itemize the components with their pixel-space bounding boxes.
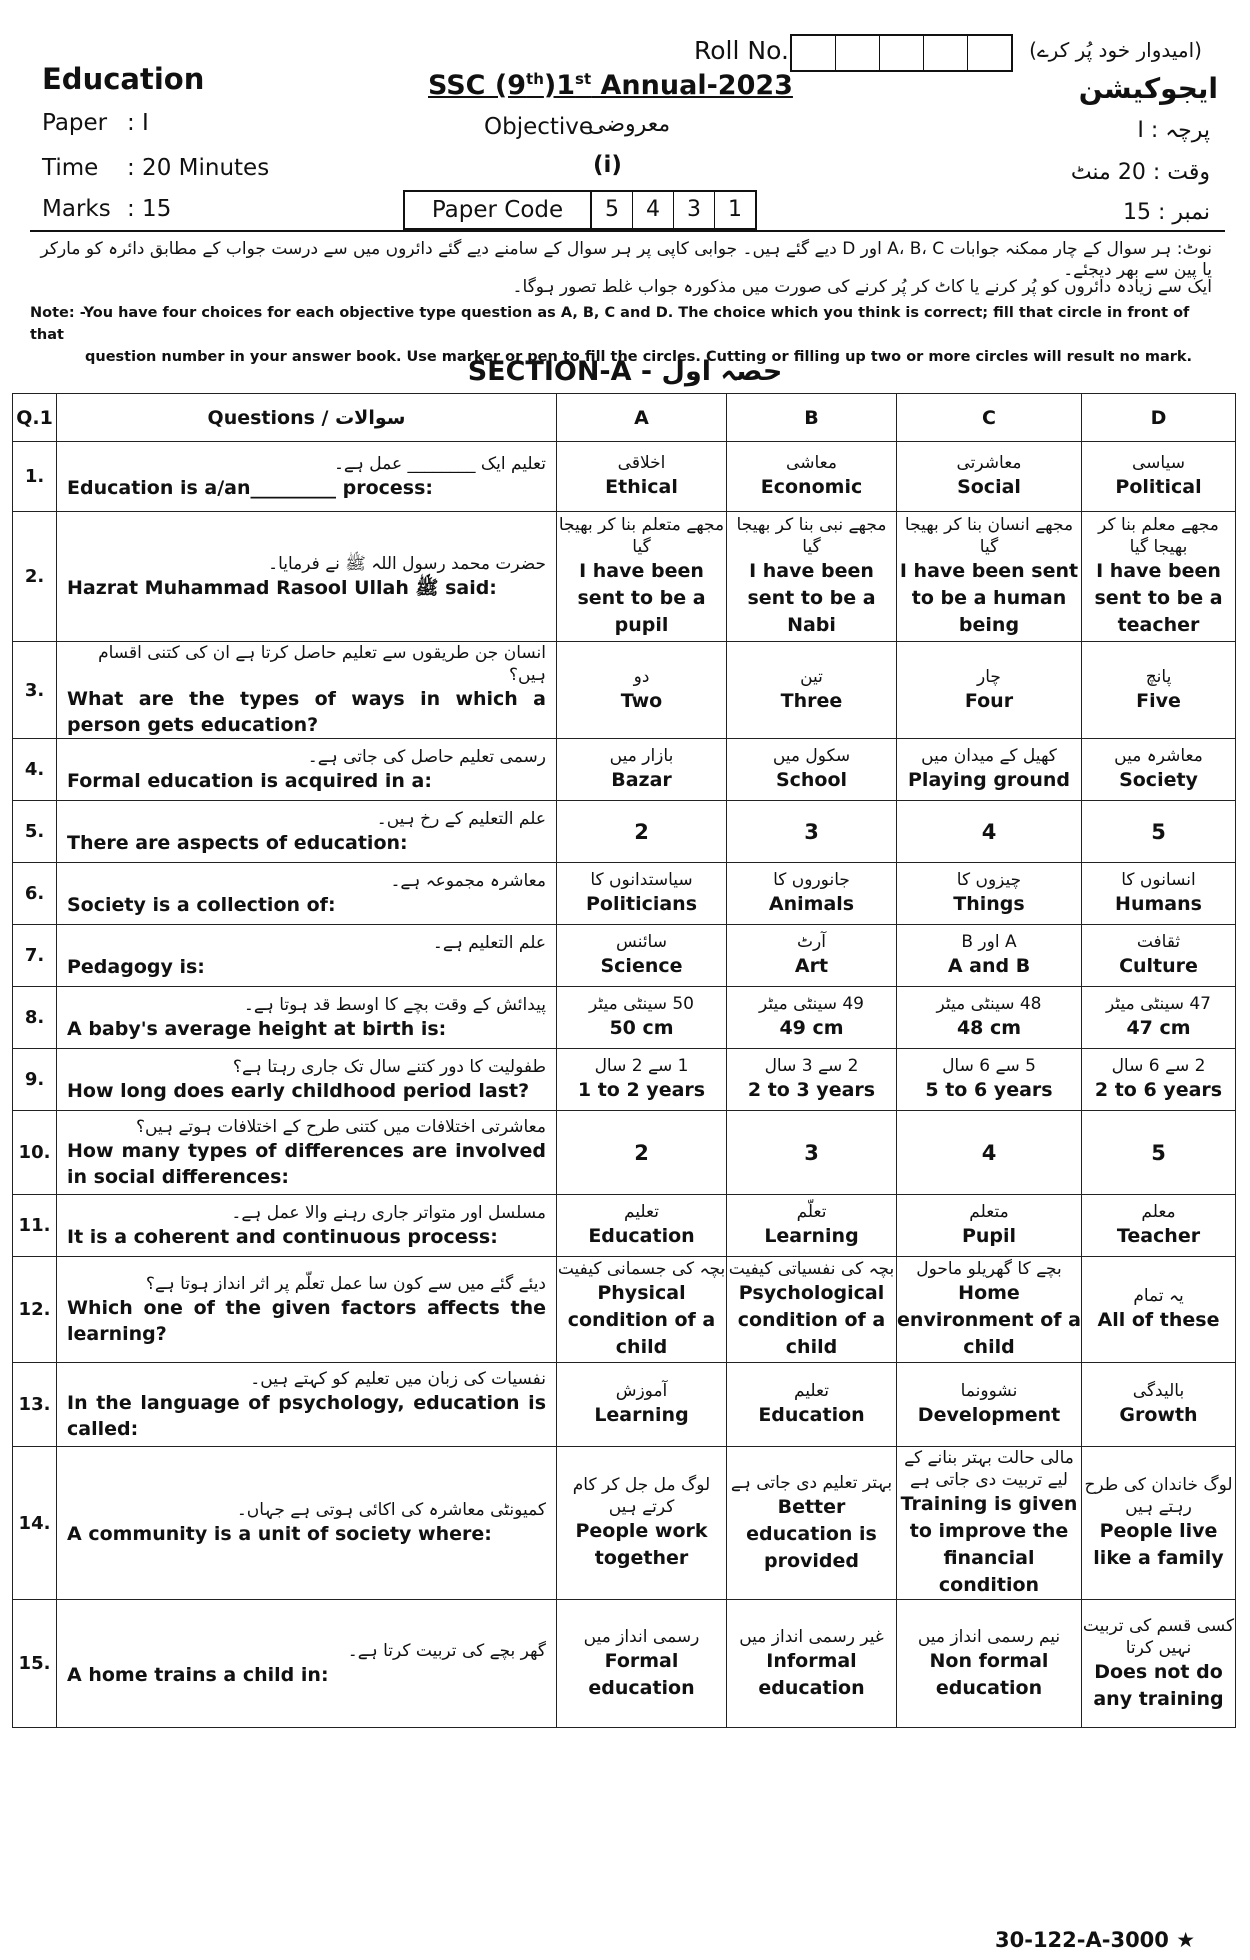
option-english: 5 — [1151, 1140, 1166, 1165]
col-header-b: B — [727, 394, 897, 442]
option-english: Three — [780, 689, 843, 712]
option-english: Playing ground — [908, 769, 1070, 791]
option-urdu: 50 سینٹی میٹر — [589, 994, 694, 1014]
option-urdu: 5 سے 6 سال — [942, 1056, 1036, 1076]
option-b[interactable] — [727, 1363, 897, 1447]
question-english: In the language of psychology, education is called: — [67, 1391, 546, 1440]
option-a[interactable] — [557, 442, 727, 512]
option-urdu: نیم رسمی انداز میں — [917, 1626, 1061, 1647]
time-label: Time — [42, 155, 99, 181]
option-english: Pupil — [961, 1225, 1017, 1247]
option-english: People live like a family — [1093, 1520, 1224, 1569]
option-b[interactable] — [727, 1600, 897, 1728]
option-b[interactable] — [727, 801, 897, 863]
option-urdu: مجھے نبی بنا کر بھیجا گیا — [736, 515, 887, 557]
option-urdu: 2 سے 3 سال — [764, 1056, 859, 1076]
option-d[interactable] — [1082, 1363, 1236, 1447]
time-value: : 20 Minutes — [127, 155, 270, 181]
option-c[interactable] — [897, 1447, 1082, 1600]
option-d[interactable] — [1082, 925, 1236, 987]
option-urdu: چار — [977, 666, 1001, 687]
question-cell — [57, 1363, 557, 1447]
option-c[interactable] — [897, 512, 1082, 642]
option-english: Better education is provided — [746, 1495, 877, 1572]
question-row — [13, 1111, 1236, 1195]
roll-box[interactable] — [792, 36, 835, 70]
question-row — [13, 642, 1236, 739]
option-urdu: پانچ — [1145, 666, 1172, 687]
option-english: I have been sent to be a pupil — [577, 560, 706, 636]
option-urdu: تین — [800, 666, 823, 687]
option-urdu: معاشرتی — [956, 453, 1022, 473]
question-urdu: حضرت محمد رسول اللہ ﷺ نے فرمایا۔ — [268, 553, 546, 574]
question-english: Which one of the given factors affects the learning? — [67, 1296, 546, 1345]
option-english: Education — [588, 1225, 695, 1247]
option-a[interactable] — [557, 512, 727, 642]
question-cell — [57, 642, 557, 739]
option-english: Economic — [760, 476, 863, 498]
option-urdu: بچے کا گھریلو ماحول — [916, 1259, 1062, 1279]
paper-code-label: Paper Code — [405, 192, 592, 228]
question-row — [13, 801, 1236, 863]
question-number: 8. — [13, 987, 57, 1049]
questions-table — [12, 393, 1236, 1728]
roll-box[interactable] — [835, 36, 879, 70]
question-urdu: کمیونٹی معاشرہ کی اکائی ہوتی ہے جہاں۔ — [236, 1500, 546, 1520]
option-english: A and B — [947, 955, 1031, 977]
option-english: 2 to 3 years — [747, 1079, 876, 1101]
option-a[interactable] — [557, 1447, 727, 1600]
option-english: Informal education — [758, 1649, 865, 1699]
option-b[interactable] — [727, 987, 897, 1049]
option-c[interactable] — [897, 801, 1082, 863]
question-cell — [57, 863, 557, 925]
question-english: There are aspects of education: — [67, 831, 408, 854]
question-row — [13, 1600, 1236, 1728]
option-english: Home environment of a child — [897, 1282, 1081, 1358]
option-urdu: جانوروں کا — [773, 870, 850, 890]
option-a[interactable] — [557, 1600, 727, 1728]
option-d[interactable] — [1082, 1257, 1236, 1363]
option-urdu: تعلّم — [796, 1202, 827, 1222]
option-english: Physical condition of a child — [567, 1282, 716, 1358]
question-english: It is a coherent and continuous process: — [67, 1225, 498, 1248]
paper-code-digit: 3 — [674, 192, 715, 228]
option-a[interactable] — [557, 1257, 727, 1363]
col-header-q1: Q.1 — [13, 394, 57, 442]
option-urdu: متعلم — [969, 1202, 1009, 1222]
question-number: 4. — [13, 739, 57, 801]
option-english: People work together — [575, 1520, 708, 1569]
question-cell — [57, 801, 557, 863]
option-english: Does not do any training — [1093, 1660, 1224, 1710]
option-english: 3 — [804, 1140, 819, 1165]
question-row — [13, 987, 1236, 1049]
option-english: Five — [1136, 689, 1181, 712]
question-number: 5. — [13, 801, 57, 863]
question-row — [13, 863, 1236, 925]
question-number: 14. — [13, 1447, 57, 1600]
question-number: 10. — [13, 1111, 57, 1195]
option-d[interactable] — [1082, 1600, 1236, 1728]
option-urdu: ثقافت — [1136, 932, 1181, 952]
option-d[interactable] — [1082, 863, 1236, 925]
option-a[interactable] — [557, 925, 727, 987]
option-urdu: دو — [633, 666, 650, 687]
option-a[interactable] — [557, 987, 727, 1049]
question-english: Formal education is acquired in a: — [67, 769, 432, 792]
option-english: 49 cm — [779, 1017, 844, 1039]
roll-box[interactable] — [923, 36, 967, 70]
subject-title: Education — [42, 62, 205, 96]
paper-code-digit: 5 — [592, 192, 633, 228]
option-english: I have been sent to be a Nabi — [747, 560, 876, 636]
option-english: I have been sent to be a teacher — [1094, 560, 1223, 636]
option-english: Psychological condition of a child — [737, 1282, 886, 1358]
question-english: What are the types of ways in which a person gets education? — [67, 688, 546, 736]
option-d[interactable] — [1082, 801, 1236, 863]
question-row — [13, 925, 1236, 987]
col-header-d: D — [1082, 394, 1236, 442]
option-a[interactable] — [557, 739, 727, 801]
question-urdu: رسمی تعلیم حاصل کی جاتی ہے۔ — [307, 746, 546, 767]
marks-row — [42, 196, 171, 222]
question-urdu: تعلیم ایک ________ عمل ہے۔ — [333, 453, 546, 474]
option-english: 1 to 2 years — [577, 1079, 706, 1101]
option-urdu: آرٹ — [797, 932, 826, 952]
paper-code-box — [403, 190, 757, 230]
option-d[interactable] — [1082, 1111, 1236, 1195]
roll-number-boxes[interactable] — [790, 34, 1013, 72]
option-english: Politicians — [585, 893, 698, 915]
option-c[interactable] — [897, 1257, 1082, 1363]
question-number: 12. — [13, 1257, 57, 1363]
option-english: Teacher — [1116, 1225, 1201, 1247]
note-urdu-2: ایک سے زیادہ دائروں کو پُر کرنے یا کاٹ کر پُر کرنے کی صورت میں مذکورہ جواب غلط تصور ہوگا۔ — [512, 277, 1212, 297]
option-urdu: لوگ مل جل کر کام کرتے ہیں — [572, 1475, 711, 1517]
option-d[interactable] — [1082, 1447, 1236, 1600]
question-cell — [57, 1111, 557, 1195]
option-b[interactable] — [727, 739, 897, 801]
option-urdu: بچہ کی نفسیاتی کیفیت — [728, 1259, 895, 1279]
question-number: 2. — [13, 512, 57, 642]
question-urdu: انسان جن طریقوں سے تعلیم حاصل کرتا ہے ان کی کتنی اقسام ہیں؟ — [98, 643, 546, 685]
option-english: Two — [620, 689, 663, 712]
question-cell — [57, 925, 557, 987]
question-urdu: معاشرہ مجموعہ ہے۔ — [390, 870, 546, 891]
subject-title-urdu: ایجوکیشن — [1078, 72, 1218, 105]
option-b[interactable] — [727, 925, 897, 987]
header-divider — [30, 230, 1225, 232]
question-cell — [57, 1195, 557, 1257]
question-urdu: علم التعلیم ہے۔ — [432, 932, 546, 953]
option-english: Learning — [764, 1225, 859, 1247]
option-english: Development — [917, 1404, 1061, 1426]
option-urdu: 48 سینٹی میٹر — [936, 994, 1042, 1014]
option-c[interactable] — [897, 1049, 1082, 1111]
option-c[interactable] — [897, 1195, 1082, 1257]
option-urdu: 2 سے 6 سال — [1111, 1056, 1206, 1076]
paper-label: Paper — [42, 110, 108, 136]
marks-value: : 15 — [127, 196, 172, 222]
paper-code-digit: 1 — [728, 197, 742, 222]
option-b[interactable] — [727, 1257, 897, 1363]
col-header-a: A — [557, 394, 727, 442]
roll-number-label: Roll No. — [694, 36, 789, 65]
option-b[interactable] — [727, 1111, 897, 1195]
option-english: 50 cm — [609, 1017, 674, 1039]
option-urdu: سائنس — [616, 932, 667, 952]
option-d[interactable] — [1082, 987, 1236, 1049]
question-number: 9. — [13, 1049, 57, 1111]
option-urdu: سکول میں — [772, 746, 851, 766]
option-english: Formal education — [588, 1649, 695, 1699]
section-title: SECTION-A - حصہ اول — [467, 356, 783, 387]
question-cell — [57, 512, 557, 642]
option-urdu: A اور B — [961, 932, 1017, 952]
option-english: Ethical — [605, 476, 678, 498]
option-d[interactable] — [1082, 512, 1236, 642]
option-urdu: معاشرہ میں — [1114, 746, 1203, 766]
question-number: 13. — [13, 1363, 57, 1447]
option-c[interactable] — [897, 642, 1082, 739]
option-english: Animals — [768, 893, 855, 915]
question-number: 1. — [13, 442, 57, 512]
question-number: 11. — [13, 1195, 57, 1257]
option-english: I have been sent to be a human being — [899, 560, 1079, 636]
option-a[interactable] — [557, 1363, 727, 1447]
paper-urdu: پرچہ : I — [1137, 118, 1210, 143]
option-a[interactable] — [557, 1195, 727, 1257]
question-row — [13, 512, 1236, 642]
option-urdu: بہتر تعلیم دی جاتی ہے — [730, 1472, 893, 1493]
option-c[interactable] — [897, 987, 1082, 1049]
objective-label: Objective — [484, 114, 594, 140]
option-english: Bazar — [611, 769, 672, 791]
option-english: Non formal education — [929, 1649, 1049, 1699]
option-c[interactable] — [897, 863, 1082, 925]
objective-label-urdu: معروضی — [588, 112, 671, 137]
option-english: 2 — [634, 1140, 649, 1165]
option-b[interactable] — [727, 1049, 897, 1111]
option-urdu: رسمی انداز میں — [583, 1626, 700, 1647]
col-header-c: C — [897, 394, 1082, 442]
roll-box[interactable] — [967, 36, 1011, 70]
option-english: Political — [1115, 476, 1202, 498]
option-b[interactable] — [727, 863, 897, 925]
option-urdu: 1 سے 2 سال — [594, 1056, 689, 1076]
option-a[interactable] — [557, 1111, 727, 1195]
option-b[interactable] — [727, 512, 897, 642]
option-english: 2 — [634, 819, 649, 844]
option-a[interactable] — [557, 801, 727, 863]
option-english: Learning — [594, 1404, 689, 1426]
option-c[interactable] — [897, 925, 1082, 987]
option-english: 5 — [1151, 819, 1166, 844]
paper-code-digit: 4 — [633, 192, 674, 228]
question-urdu: پیدائش کے وقت بچے کا اوسط قد ہوتا ہے۔ — [243, 994, 546, 1015]
question-row — [13, 739, 1236, 801]
option-english: Education — [758, 1404, 865, 1426]
question-cell — [57, 739, 557, 801]
question-english: A community is a unit of society where: — [67, 1523, 492, 1545]
question-english: A baby's average height at birth is: — [67, 1017, 447, 1040]
question-english: How long does early childhood period last? — [67, 1079, 530, 1102]
question-number: 6. — [13, 863, 57, 925]
question-row — [13, 1363, 1236, 1447]
question-english: Society is a collection of: — [67, 893, 336, 916]
option-english: 48 cm — [956, 1017, 1022, 1039]
option-urdu: مالی حالت بہتر بنانے کے لیے تربیت دی جاتی ہے — [904, 1448, 1074, 1490]
question-urdu: معاشرتی اختلافات میں کتنی طرح کے اختلافات ہوتے ہیں؟ — [135, 1116, 546, 1137]
option-english: Training is given to improve the financial condition — [900, 1493, 1078, 1596]
option-urdu: سیاسی — [1132, 453, 1185, 473]
option-english: 47 cm — [1126, 1017, 1191, 1039]
option-urdu: اخلاقی — [617, 453, 666, 473]
option-english: 4 — [981, 819, 997, 844]
question-urdu: گھر بچے کی تربیت کرتا ہے۔ — [347, 1640, 546, 1661]
time-row — [42, 155, 269, 181]
option-english: Things — [953, 893, 1025, 915]
option-c[interactable] — [897, 739, 1082, 801]
question-cell — [57, 987, 557, 1049]
time-urdu: وقت : 20 منٹ — [1070, 160, 1210, 185]
option-urdu: مجھے انسان بنا کر بھیجا گیا — [904, 515, 1074, 557]
option-urdu: معاشی — [786, 453, 837, 473]
question-english: Pedagogy is: — [67, 955, 205, 978]
option-urdu: تعلیم — [793, 1381, 829, 1401]
option-c[interactable] — [897, 442, 1082, 512]
question-urdu: مسلسل اور متواتر جاری رہنے والا عمل ہے۔ — [231, 1202, 546, 1223]
option-english: Humans — [1115, 893, 1202, 915]
marks-urdu: نمبر : 15 — [1122, 200, 1210, 225]
table-header-row — [13, 394, 1236, 442]
option-urdu: بالیدگی — [1132, 1381, 1185, 1401]
option-c[interactable] — [897, 1600, 1082, 1728]
option-english: 5 to 6 years — [925, 1079, 1053, 1101]
question-urdu: طفولیت کا دور کتنے سال تک جاری رہتا ہے؟ — [232, 1056, 546, 1077]
footer-code: 30-122-A-3000 ★ — [995, 1928, 1196, 1952]
question-english: How many types of differences are involved in social differences: — [67, 1139, 546, 1188]
note-english-line-2: question number in your answer book. Use marker or pen to fill the circles. Cutting or filling up two or more circles will result no mark. — [85, 349, 1193, 365]
roll-box[interactable] — [879, 36, 923, 70]
option-a[interactable] — [557, 642, 727, 739]
question-english: Hazrat Muhammad Rasool Ullah ﷺ said: — [67, 576, 497, 599]
paper-value: : I — [127, 110, 149, 136]
question-number: 7. — [13, 925, 57, 987]
note-english-line-1: Note: -You have four choices for each objective type question as A, B, C and D. The choice which you think is correct; fill that circle in front of that — [30, 305, 1190, 343]
option-urdu: تعلیم — [623, 1202, 659, 1222]
option-urdu: کھیل کے میدان میں — [921, 746, 1057, 766]
option-english: Art — [794, 955, 829, 977]
option-a[interactable] — [557, 1049, 727, 1111]
option-b[interactable] — [727, 1195, 897, 1257]
option-b[interactable] — [727, 442, 897, 512]
option-english: 2 to 6 years — [1094, 1079, 1223, 1101]
question-cell — [57, 1600, 557, 1728]
note-urdu-1: نوٹ: ہر سوال کے چار ممکنہ جوابات A، B، C اور D دیے گئے ہیں۔ جوابی کاپی پر ہر سوال کے سامنے دیے گئے دائروں میں سے درست جواب کے مطابق دائرہ کو مارکر یا پین سے بھر دیجئے۔ — [40, 239, 1212, 280]
option-english: Social — [957, 476, 1021, 498]
question-urdu: علم التعلیم کے رخ ہیں۔ — [376, 808, 546, 829]
question-number: 3. — [13, 642, 57, 739]
option-urdu: بچہ کی جسمانی کیفیت — [557, 1259, 726, 1279]
question-cell — [57, 1447, 557, 1600]
question-row — [13, 1447, 1236, 1600]
option-urdu: یہ تمام — [1133, 1286, 1184, 1306]
option-english: Science — [600, 955, 683, 977]
option-d[interactable] — [1082, 442, 1236, 512]
option-urdu: 47 سینٹی میٹر — [1106, 994, 1211, 1014]
option-a[interactable] — [557, 863, 727, 925]
option-english: All of these — [1097, 1309, 1220, 1331]
option-english: Growth — [1119, 1404, 1198, 1426]
question-row — [13, 1195, 1236, 1257]
option-d[interactable] — [1082, 1195, 1236, 1257]
option-b[interactable] — [727, 642, 897, 739]
exam-title: SSC (9th)1st Annual-2023 — [428, 70, 793, 101]
option-d[interactable] — [1082, 739, 1236, 801]
question-english: Education is a/an_________ process: — [67, 476, 434, 499]
paper-number: (i) — [593, 152, 622, 178]
option-english: 3 — [804, 819, 819, 844]
option-urdu: مجھے متعلم بنا کر بھیجا گیا — [558, 515, 725, 557]
roll-urdu-note: (امیدوار خود پُر کرے) — [1029, 38, 1202, 62]
option-urdu: انسانوں کا — [1121, 870, 1196, 890]
question-cell — [57, 442, 557, 512]
paper-row — [42, 110, 149, 136]
option-urdu: غیر رسمی انداز میں — [739, 1626, 884, 1647]
option-urdu: 49 سینٹی میٹر — [759, 994, 864, 1014]
question-cell — [57, 1257, 557, 1363]
question-cell — [57, 1049, 557, 1111]
option-b[interactable] — [727, 1447, 897, 1600]
option-c[interactable] — [897, 1363, 1082, 1447]
marks-label: Marks — [42, 196, 111, 222]
option-c[interactable] — [897, 1111, 1082, 1195]
option-english: Society — [1119, 769, 1198, 791]
question-row — [13, 1257, 1236, 1363]
option-urdu: کسی قسم کی تربیت نہیں کرتا — [1082, 1615, 1235, 1658]
option-urdu: بازار میں — [609, 746, 674, 766]
option-urdu: نشوونما — [960, 1381, 1018, 1401]
option-urdu: سیاستدانوں کا — [590, 870, 693, 890]
option-english: School — [775, 769, 848, 791]
option-d[interactable] — [1082, 642, 1236, 739]
question-english: A home trains a child in: — [67, 1663, 329, 1686]
option-urdu: لوگ خاندان کی طرح رہتے ہیں — [1084, 1475, 1233, 1517]
option-urdu: آموزش — [615, 1381, 668, 1401]
option-d[interactable] — [1082, 1049, 1236, 1111]
question-urdu: نفسیات کی زبان میں تعلیم کو کہتے ہیں۔ — [250, 1368, 546, 1389]
question-number: 15. — [13, 1600, 57, 1728]
option-english: 4 — [981, 1140, 997, 1165]
option-urdu: معلم — [1141, 1202, 1176, 1222]
question-row — [13, 1049, 1236, 1111]
col-header-questions: Questions / سوالات — [57, 394, 557, 442]
question-row — [13, 442, 1236, 512]
option-urdu: چیزوں کا — [956, 870, 1022, 890]
option-english: Four — [964, 689, 1014, 712]
option-english: Culture — [1119, 955, 1198, 977]
question-urdu: دیئے گئے میں سے کون سا عمل تعلّم پر اثر انداز ہوتا ہے؟ — [145, 1273, 546, 1294]
option-urdu: مجھے معلم بنا کر بھیجا گیا — [1098, 515, 1219, 557]
